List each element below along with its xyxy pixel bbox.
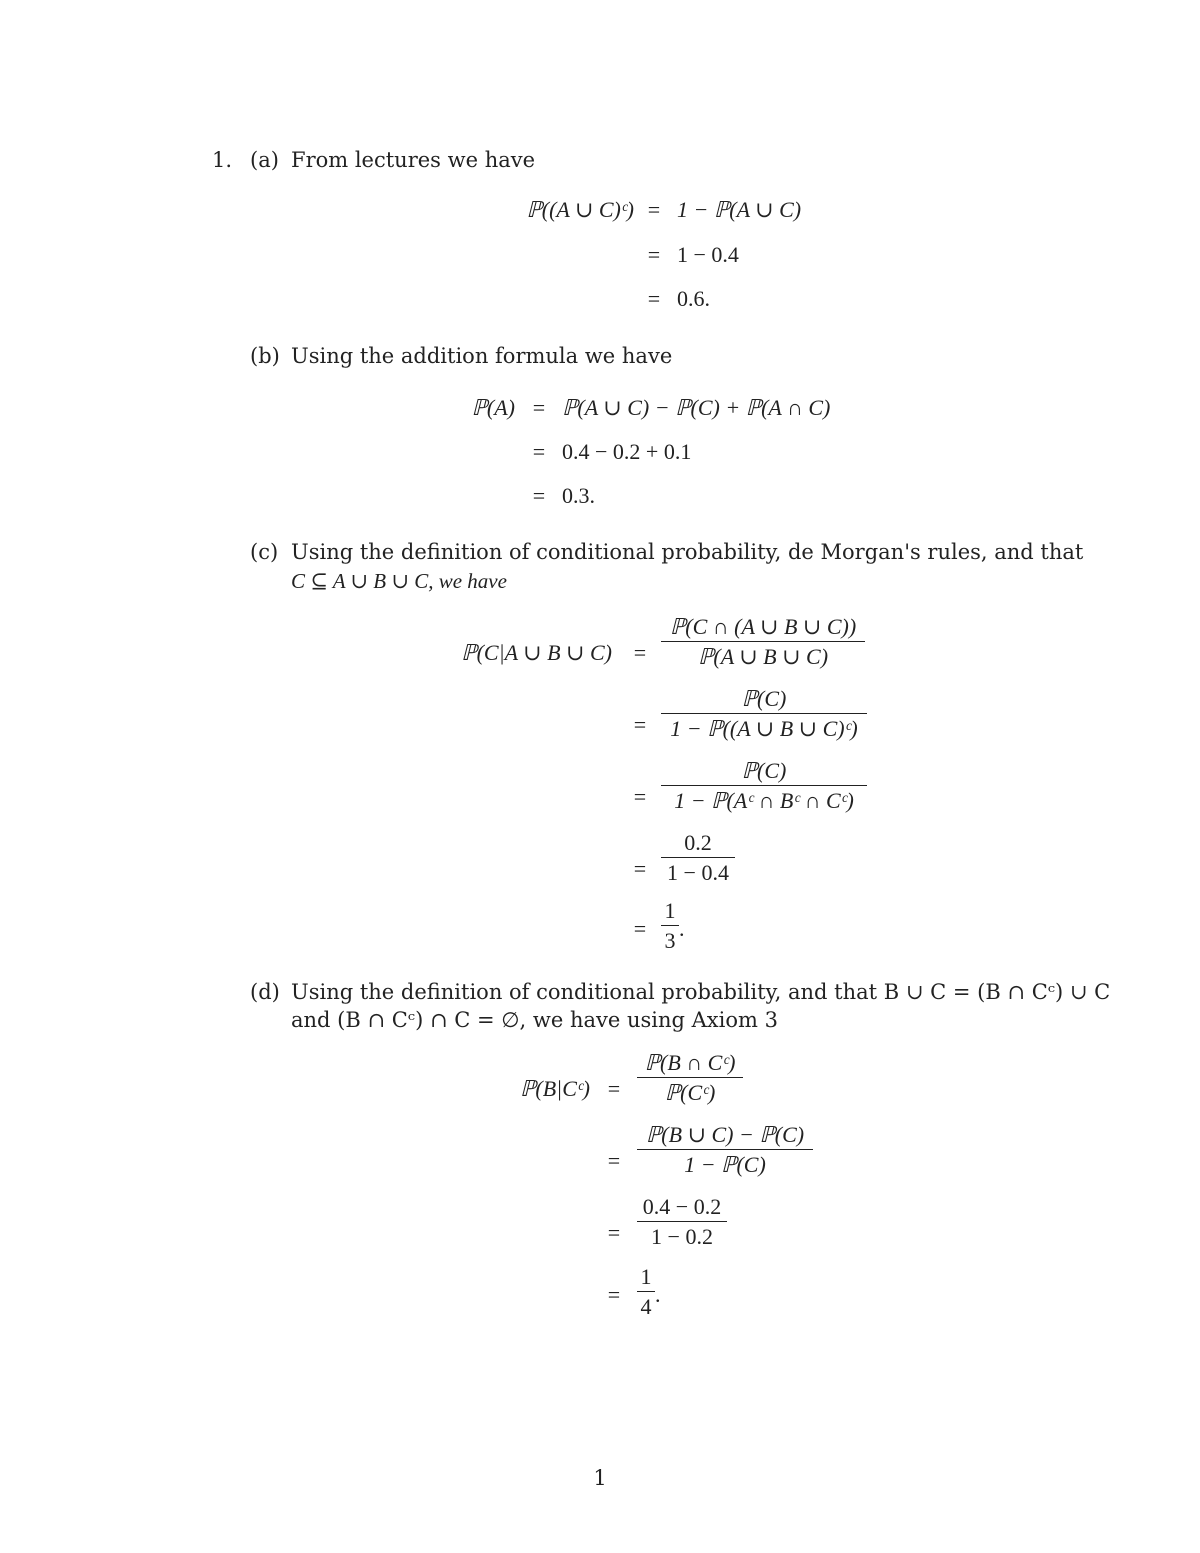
equals-sign: = [607,1220,621,1245]
part-c-fraction [661,757,867,816]
part-c-intro-line-2: C ⊆ A ∪ B ∪ C, we have [291,569,507,593]
part-b-eq-line-3 [0,474,1200,518]
part-d-label: (d) [250,980,280,1004]
fraction-denominator: 1 − 0.4 [667,860,729,885]
fraction-denominator: 3 [664,928,676,953]
equals-sign: = [647,286,661,311]
fraction-numerator: 1 [664,898,676,923]
equals-sign: = [607,1076,621,1101]
fraction-denominator: ℙ(A ∪ B ∪ C) [697,644,829,669]
part-b-rhs: 0.4 − 0.2 + 0.1 [562,439,692,464]
equals-sign: = [647,197,661,222]
trailing-period: . [679,916,685,941]
equals-sign: = [633,712,647,737]
equals-sign: = [633,784,647,809]
part-b-intro: Using the addition formula we have [291,344,673,368]
equals-sign: = [633,856,647,881]
part-d-intro-line-1: Using the definition of conditional probability, and that B ∪ C = (B ∩ Cᶜ) ∪ C [291,980,1111,1004]
part-c-eq-line-1 [0,613,1200,677]
part-b-rhs: ℙ(A ∪ C) − ℙ(C) + ℙ(A ∩ C) [562,395,831,420]
fraction-numerator: ℙ(C) [741,686,787,711]
fraction-denominator: 1 − ℙ((A ∪ B ∪ C)ᶜ) [670,716,858,741]
part-c-fraction [661,829,735,888]
part-b-eq-line-1 [0,386,1200,430]
fraction-denominator: 1 − ℙ(Aᶜ ∩ Bᶜ ∩ Cᶜ) [674,788,854,813]
part-a-label: (a) [250,148,279,172]
part-c-intro-line-1: Using the definition of conditional probability, de Morgan's rules, and that [291,540,1084,564]
part-a-eq-line-3 [0,277,1200,321]
part-c-fraction [661,897,679,956]
part-d-eq-line-2 [0,1121,1200,1185]
equals-sign: = [647,242,661,267]
fraction-numerator: 1 [640,1264,652,1289]
part-d-eq-line-4 [0,1263,1200,1327]
trailing-period: . [655,1282,661,1307]
equals-sign: = [633,916,647,941]
part-d-lhs: ℙ(B|Cᶜ) [519,1076,590,1101]
part-c-label: (c) [250,540,279,564]
part-a-lhs: ℙ((A ∪ C)ᶜ) [526,197,634,222]
fraction-denominator: ℙ(Cᶜ) [664,1080,716,1105]
fraction-denominator: 4 [640,1294,652,1319]
fraction-denominator: 1 − 0.2 [651,1224,713,1249]
part-d-fraction [637,1193,727,1252]
fraction-numerator: 0.2 [684,830,712,855]
part-c-lhs: ℙ(C|A ∪ B ∪ C) [461,640,612,665]
part-c-fraction [661,613,865,672]
part-d-eq-line-1 [0,1049,1200,1113]
equals-sign: = [532,483,546,508]
problem-number: 1. [212,148,233,172]
part-a-intro: From lectures we have [291,148,536,172]
part-c-eq-line-3 [0,757,1200,821]
part-b-eq-line-2 [0,430,1200,474]
part-c-eq-line-4 [0,829,1200,893]
equals-sign: = [607,1148,621,1173]
part-a-rhs: 1 − ℙ(A ∪ C) [677,197,802,222]
equals-sign: = [607,1282,621,1307]
fraction-numerator: 0.4 − 0.2 [642,1194,722,1219]
part-a-rhs: 0.6. [677,286,710,311]
equals-sign: = [532,439,546,464]
part-b-label: (b) [250,344,280,368]
equals-sign: = [633,640,647,665]
part-d-intro-line-2: and (B ∩ Cᶜ) ∩ C = ∅, we have using Axiom 3 [291,1008,778,1032]
part-d-fraction [637,1121,813,1180]
part-b-rhs: 0.3. [562,483,595,508]
fraction-numerator: ℙ(B ∪ C) − ℙ(C) [645,1122,805,1147]
part-b-lhs: ℙ(A) [471,395,515,420]
fraction-denominator: 1 − ℙ(C) [684,1152,766,1177]
fraction-numerator: ℙ(B ∩ Cᶜ) [644,1050,736,1075]
part-c-eq-line-5 [0,897,1200,961]
part-d-eq-line-3 [0,1193,1200,1257]
part-d-fraction [637,1263,655,1322]
part-a-eq-line-2 [0,233,1200,277]
fraction-numerator: ℙ(C ∩ (A ∪ B ∪ C)) [669,614,857,639]
fraction-numerator: ℙ(C) [741,758,787,783]
part-a-eq-line-1 [0,188,1200,232]
part-d-fraction [637,1049,743,1108]
equals-sign: = [532,395,546,420]
page-number: 1 [593,1466,607,1490]
part-c-fraction [661,685,867,744]
part-c-eq-line-2 [0,685,1200,749]
part-a-rhs: 1 − 0.4 [677,242,739,267]
